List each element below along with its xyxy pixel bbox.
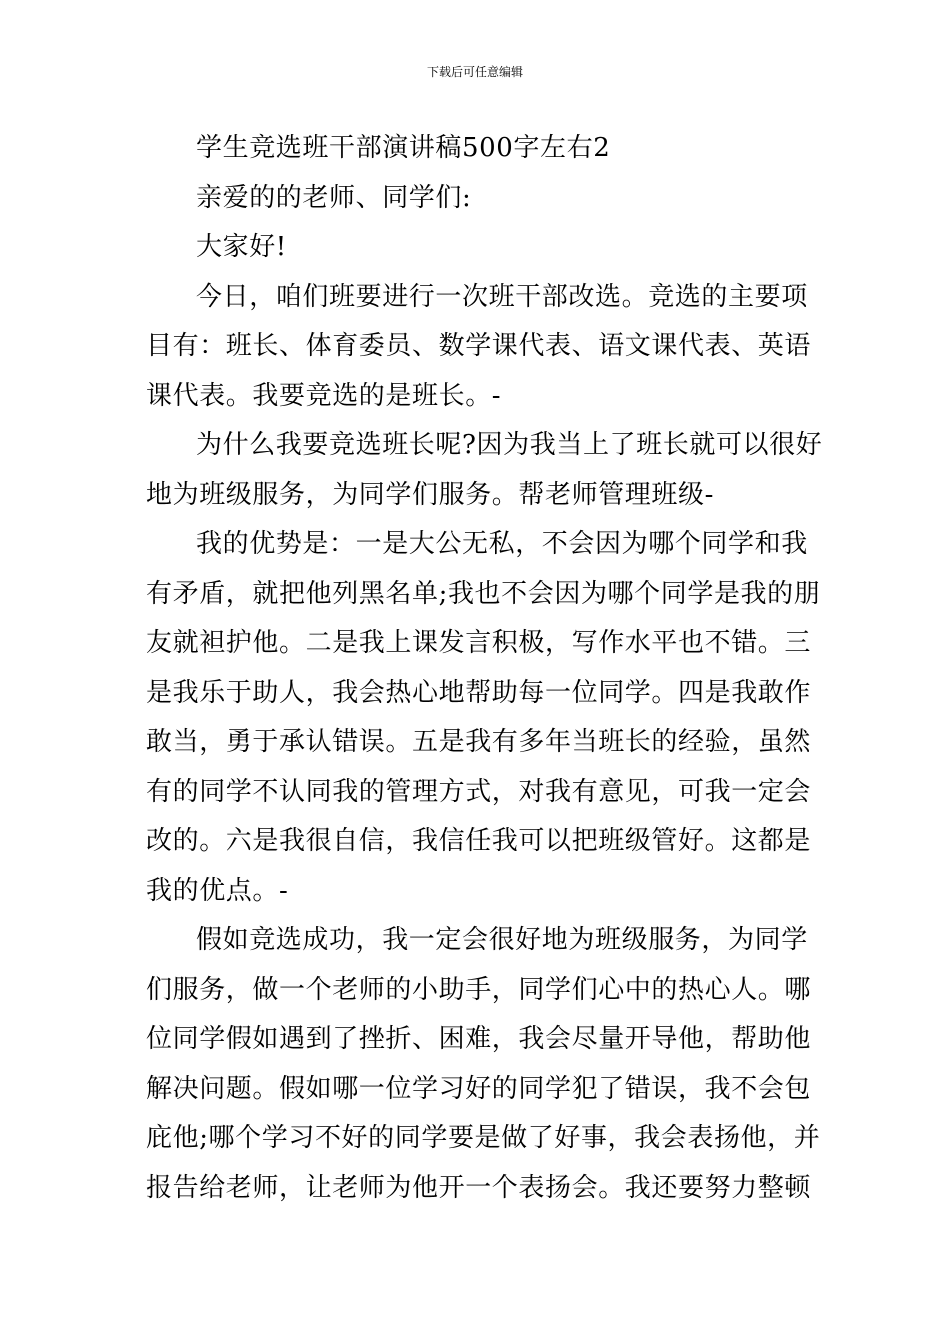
paragraph-line: 庇他;哪个学习不好的同学要是做了好事，我会表扬他，并	[146, 1123, 821, 1153]
paragraph-line: 目有：班长、体育委员、数学课代表、语文课代表、英语	[146, 331, 812, 361]
paragraph-line: 友就袒护他。二是我上课发言积极，写作水平也不错。三	[146, 628, 812, 658]
document-body	[146, 124, 823, 1213]
paragraph-line: 位同学假如遇到了挫折、困难，我会尽量开导他，帮助他	[146, 1024, 812, 1054]
paragraph-line: 假如竞选成功，我一定会很好地为班级服务，为同学	[196, 925, 808, 955]
paragraph-line: 课代表。我要竞选的是班长。-	[146, 380, 502, 411]
document-title: 学生竞选班干部演讲稿500字左右2	[196, 133, 611, 163]
greeting: 大家好!	[196, 232, 287, 262]
paragraph-line: 有的同学不认同我的管理方式，对我有意见，可我一定会	[146, 776, 812, 807]
paragraph-line: 地为班级服务，为同学们服务。帮老师管理班级-	[146, 479, 714, 510]
paragraph-line: 我的优势是：一是大公无私，不会因为哪个同学和我	[196, 529, 808, 559]
paragraph-line: 敢当，勇于承认错误。五是我有多年当班长的经验，虽然	[146, 727, 812, 757]
paragraph-line: 为什么我要竞选班长呢?因为我当上了班长就可以很好	[196, 430, 823, 460]
paragraph-line: 有矛盾，就把他列黑名单;我也不会因为哪个同学是我的朋	[146, 578, 821, 609]
paragraph-line: 改的。六是我很自信，我信任我可以把班级管好。这都是	[146, 826, 812, 856]
paragraph-line: 我的优点。-	[146, 875, 289, 906]
paragraph-line: 是我乐于助人，我会热心地帮助每一位同学。四是我敢作	[146, 677, 812, 708]
paragraph-line: 今日，咱们班要进行一次班干部改选。竞选的主要项	[196, 281, 808, 312]
paragraph-line: 解决问题。假如哪一位学习好的同学犯了错误，我不会包	[146, 1073, 812, 1104]
paragraph-line: 报告给老师，让老师为他开一个表扬会。我还要努力整顿	[146, 1172, 812, 1203]
salutation: 亲爱的的老师、同学们:	[196, 182, 472, 213]
page-header-note: 下载后可任意编辑	[426, 65, 523, 79]
paragraph-line: 们服务，做一个老师的小助手，同学们心中的热心人。哪	[146, 974, 812, 1005]
